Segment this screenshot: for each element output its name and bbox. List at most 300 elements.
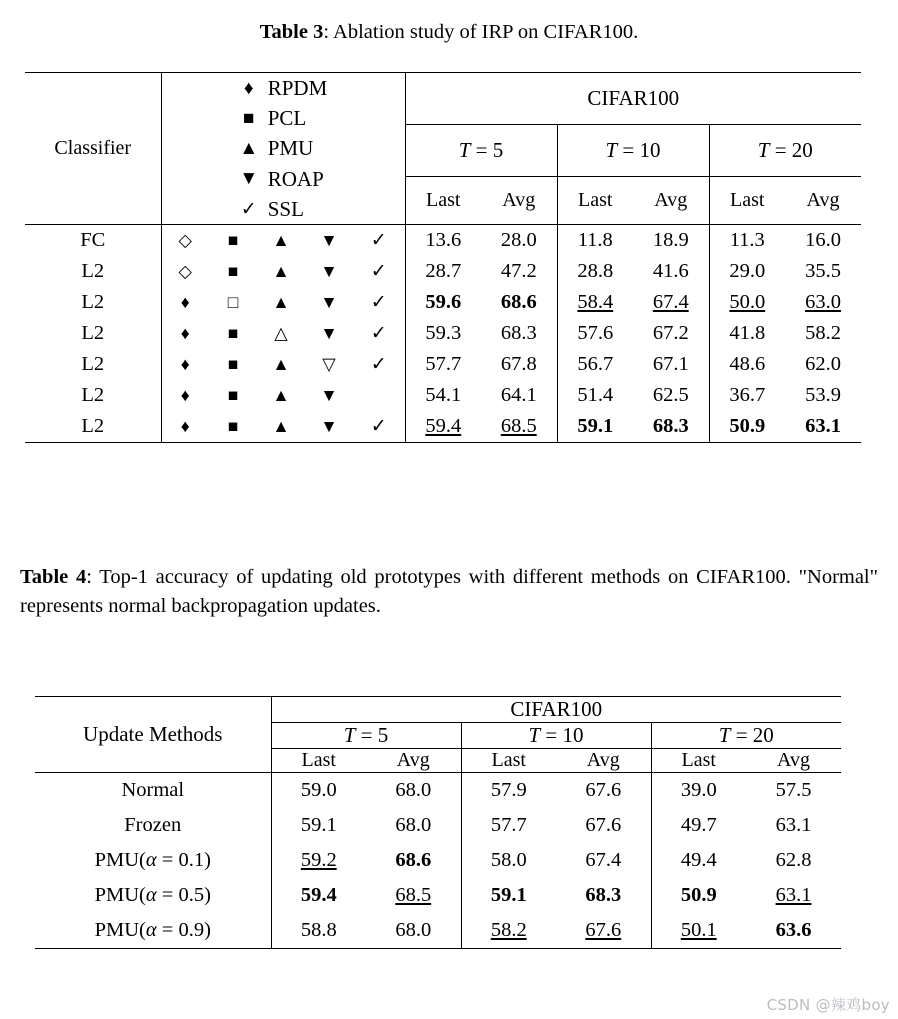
alpha-equals: = [156, 849, 179, 871]
table3-caption-prefix: Table 3 [259, 21, 324, 43]
table3-value-cell [709, 411, 785, 443]
value-text: 63.0 [805, 291, 841, 314]
triangle-down-filled-icon: ▼ [320, 230, 338, 251]
table3-value-cell [785, 349, 861, 380]
legend-label-rpdm: RPDM [267, 76, 328, 100]
value-text: 59.1 [300, 814, 337, 836]
value-text: 68.3 [652, 415, 689, 438]
table4-value-cell [556, 843, 651, 878]
legend-item-pcl [239, 103, 328, 133]
table4 [35, 696, 841, 949]
table3-value-cell [481, 256, 557, 287]
table3-value-cell [709, 318, 785, 349]
square-filled-icon: ■ [227, 230, 239, 251]
table4-method-cell: Normal [35, 773, 271, 809]
value-text: 68.3 [585, 884, 622, 906]
value-text: 68.0 [395, 814, 432, 836]
value-text: 63.6 [775, 919, 812, 941]
value-text: 62.0 [805, 353, 841, 376]
table3-value-cell [785, 287, 861, 318]
table4-value-cell [556, 913, 651, 949]
table3-symbol-cell [209, 380, 257, 411]
value-text: 67.6 [585, 919, 622, 941]
t-symbol: T [718, 723, 731, 747]
table4-value-cell [556, 808, 651, 843]
table3 [25, 72, 861, 443]
diamond-outline-icon: ◇ [178, 261, 192, 282]
table4-header-row-1 [35, 697, 841, 723]
check-icon: ✓ [370, 292, 387, 314]
t-equals: = [355, 723, 378, 747]
table3-dataset-header: CIFAR100 [405, 73, 861, 125]
table3-value-cell [557, 380, 633, 411]
value-text: 48.6 [729, 353, 766, 376]
table3-symbol-cell [161, 411, 209, 443]
value-text: 57.7 [490, 814, 527, 836]
table3-caption-separator: : [323, 21, 334, 43]
table4-method-cell [35, 878, 271, 913]
legend-label-ssl: SSL [267, 196, 304, 221]
table3-value-cell [481, 411, 557, 443]
table3-symbol-cell [305, 411, 353, 443]
table3-symbol-cell [305, 318, 353, 349]
table3-metric-header-avg-t5: Avg [481, 177, 557, 225]
value-text: 63.1 [775, 814, 812, 836]
table3-container [25, 72, 861, 443]
table4-value-cell [366, 773, 461, 809]
table4-value-cell [271, 773, 366, 809]
table4-metric-header-last-t10: Last [461, 749, 556, 773]
triangle-down-filled-icon: ▼ [320, 385, 338, 406]
value-text: 68.3 [500, 322, 537, 345]
triangle-up-filled-icon: ▲ [272, 230, 290, 251]
value-text: 57.9 [490, 779, 527, 801]
table3-value-cell [709, 287, 785, 318]
table4-body [35, 773, 841, 949]
table3-symbol-cell [353, 318, 405, 349]
table3-symbol-cell [257, 349, 305, 380]
value-text: 67.6 [585, 779, 622, 801]
value-text: 68.6 [395, 849, 432, 871]
table3-classifier-cell: L2 [25, 411, 161, 443]
table3-row [25, 318, 861, 349]
table3-symbol-cell [257, 411, 305, 443]
t-symbol: T [343, 723, 356, 747]
value-text: 28.0 [500, 229, 537, 252]
table4-value-cell [366, 843, 461, 878]
method-prefix: PMU( [94, 849, 146, 871]
table3-symbol-cell [353, 380, 405, 411]
value-text: 58.2 [490, 919, 527, 941]
table3-value-cell [785, 411, 861, 443]
value-text: 49.4 [680, 849, 717, 871]
triangle-down-filled-icon: ▼ [239, 168, 259, 190]
table4-row [35, 808, 841, 843]
table3-metric-header-last-t10: Last [557, 177, 633, 225]
table4-value-cell [556, 878, 651, 913]
legend-item-ssl [239, 194, 328, 224]
table3-row [25, 349, 861, 380]
table4-value-cell [366, 808, 461, 843]
table3-symbol-cell [161, 349, 209, 380]
t-symbol: T [605, 138, 618, 163]
table3-value-cell [481, 380, 557, 411]
t-value: 10 [562, 723, 584, 747]
table4-head [35, 697, 841, 773]
value-text: 63.1 [775, 884, 812, 906]
table3-value-cell [481, 225, 557, 257]
value-text: 41.8 [729, 322, 766, 345]
check-icon: ✓ [370, 416, 387, 438]
table4-group-header-t20 [651, 723, 841, 749]
table3-symbol-cell [305, 349, 353, 380]
legend-label-roap: ROAP [267, 166, 324, 191]
table4-value-cell [651, 808, 746, 843]
table3-value-cell [709, 256, 785, 287]
table3-value-cell [785, 380, 861, 411]
value-text: 59.0 [300, 779, 337, 801]
method-suffix: ) [204, 849, 211, 871]
legend-item-rpdm [239, 73, 328, 103]
table4-value-cell [746, 913, 841, 949]
check-icon: ✓ [370, 323, 387, 345]
table4-caption [20, 563, 878, 621]
table3-value-cell [557, 411, 633, 443]
table3-classifier-cell: L2 [25, 256, 161, 287]
table3-symbol-cell [257, 318, 305, 349]
table3-head [25, 73, 861, 225]
table3-symbol-cell [209, 225, 257, 257]
table3-row [25, 256, 861, 287]
table3-value-cell [405, 318, 481, 349]
table3-value-cell [557, 256, 633, 287]
table3-row [25, 411, 861, 443]
value-text: 63.1 [805, 415, 841, 438]
alpha-symbol: α [145, 884, 157, 906]
triangle-down-filled-icon: ▼ [320, 416, 338, 437]
table4-caption-prefix: Table 4 [20, 566, 87, 588]
square-filled-icon: ■ [227, 323, 239, 344]
table3-symbol-cell [257, 225, 305, 257]
table3-value-cell [557, 349, 633, 380]
table3-symbol-cell [257, 380, 305, 411]
value-text: 50.9 [729, 415, 766, 438]
table4-value-cell [461, 773, 556, 809]
table3-group-header-t20 [709, 125, 861, 177]
value-text: 68.5 [395, 884, 432, 906]
table3-metric-header-avg-t20: Avg [785, 177, 861, 225]
table3-value-cell [481, 349, 557, 380]
value-text: 13.6 [425, 229, 462, 252]
table3-legend-list [239, 73, 328, 224]
table4-value-cell [366, 878, 461, 913]
legend-item-roap [239, 164, 328, 194]
triangle-up-filled-icon: ▲ [272, 292, 290, 313]
method-suffix: ) [204, 919, 211, 941]
value-text: 57.6 [577, 322, 614, 345]
value-text: 11.8 [577, 229, 613, 252]
alpha-equals: = [156, 884, 179, 906]
table3-metric-header-avg-t10: Avg [633, 177, 709, 225]
table3-value-cell [633, 318, 709, 349]
value-text: 59.4 [425, 415, 462, 438]
table4-value-cell [461, 878, 556, 913]
square-filled-icon: ■ [227, 416, 239, 437]
table3-symbol-cell [209, 411, 257, 443]
value-text: 67.1 [652, 353, 689, 376]
table4-value-cell [746, 773, 841, 809]
value-text: 59.4 [300, 884, 337, 906]
value-text: 47.2 [500, 260, 537, 283]
diamond-filled-icon: ♦ [180, 292, 190, 313]
value-text: 28.8 [577, 260, 614, 283]
table3-symbol-cell [161, 256, 209, 287]
square-filled-icon: ■ [227, 354, 239, 375]
table3-metric-header-last-t20: Last [709, 177, 785, 225]
legend-label-pcl: PCL [267, 106, 307, 131]
table3-classifier-cell: FC [25, 225, 161, 257]
table4-method-cell [35, 913, 271, 949]
table4-metric-header-avg-t20: Avg [746, 749, 841, 773]
t-equals: = [730, 723, 753, 747]
alpha-symbol: α [145, 849, 157, 871]
table3-classifier-cell: L2 [25, 380, 161, 411]
table4-row [35, 913, 841, 949]
table3-symbol-cell [353, 349, 405, 380]
value-text: 35.5 [805, 260, 841, 283]
table3-group-header-t10 [557, 125, 709, 177]
value-text: 49.7 [680, 814, 717, 836]
table4-metric-header-last-t5: Last [271, 749, 366, 773]
t-symbol: T [528, 723, 541, 747]
table3-value-cell [633, 287, 709, 318]
table4-metric-header-avg-t10: Avg [556, 749, 651, 773]
table3-value-cell [405, 256, 481, 287]
table4-dataset-header: CIFAR100 [271, 697, 841, 723]
value-text: 68.0 [395, 779, 432, 801]
triangle-up-outline-icon: △ [274, 323, 288, 344]
value-text: 58.4 [577, 291, 614, 314]
table4-value-cell [271, 878, 366, 913]
table4-value-cell [556, 773, 651, 809]
alpha-symbol: α [145, 919, 157, 941]
check-icon: ✓ [240, 198, 257, 220]
table3-value-cell [785, 225, 861, 257]
table3-symbol-cell [305, 287, 353, 318]
table3-symbol-cell [209, 318, 257, 349]
table4-row [35, 843, 841, 878]
table3-value-cell [405, 225, 481, 257]
diamond-filled-icon: ♦ [180, 385, 190, 406]
table3-value-cell [481, 287, 557, 318]
table3-row-header-label: Classifier [25, 73, 161, 225]
value-text: 18.9 [652, 229, 689, 252]
table4-method-cell: Frozen [35, 808, 271, 843]
t-value: 5 [492, 138, 504, 163]
value-text: 41.6 [652, 260, 689, 283]
table3-legend-cell [161, 73, 405, 225]
value-text: 11.3 [729, 229, 765, 252]
t-equals: = [540, 723, 563, 747]
value-text: 53.9 [805, 384, 841, 407]
table4-metric-header-last-t20: Last [651, 749, 746, 773]
legend-item-pmu [239, 133, 328, 163]
table4-caption-separator: : [86, 566, 100, 588]
alpha-value: 0.9 [178, 919, 205, 941]
table4-value-cell [651, 843, 746, 878]
table3-symbol-cell [305, 380, 353, 411]
value-text: 39.0 [680, 779, 717, 801]
triangle-down-outline-icon: ▽ [322, 354, 336, 375]
table4-value-cell [746, 808, 841, 843]
value-text: 28.7 [425, 260, 462, 283]
table4-metric-header-avg-t5: Avg [366, 749, 461, 773]
table4-value-cell [651, 878, 746, 913]
table3-classifier-cell: L2 [25, 349, 161, 380]
triangle-up-filled-icon: ▲ [239, 138, 259, 160]
table4-group-header-t5 [271, 723, 461, 749]
value-text: 50.1 [680, 919, 717, 941]
table4-row [35, 773, 841, 809]
table3-value-cell [557, 287, 633, 318]
table4-value-cell [271, 913, 366, 949]
check-icon: ✓ [370, 354, 387, 376]
table3-symbol-cell [353, 256, 405, 287]
table4-row [35, 878, 841, 913]
table3-value-cell [785, 318, 861, 349]
value-text: 56.7 [577, 353, 614, 376]
table3-classifier-cell: L2 [25, 318, 161, 349]
value-text: 16.0 [805, 229, 841, 252]
value-text: 67.2 [652, 322, 689, 345]
table3-row [25, 287, 861, 318]
t-symbol: T [757, 138, 770, 163]
triangle-up-filled-icon: ▲ [272, 354, 290, 375]
value-text: 58.2 [805, 322, 841, 345]
t-value: 5 [377, 723, 389, 747]
square-outline-icon: □ [227, 292, 239, 313]
check-icon: ✓ [370, 230, 387, 252]
table3-metric-header-last-t5: Last [405, 177, 481, 225]
value-text: 68.0 [395, 919, 432, 941]
table3-value-cell [405, 349, 481, 380]
t-symbol: T [458, 138, 471, 163]
value-text: 59.1 [577, 415, 614, 438]
diamond-filled-icon: ♦ [180, 416, 190, 437]
value-text: 67.4 [652, 291, 689, 314]
table3-value-cell [785, 256, 861, 287]
table3-symbol-cell [305, 256, 353, 287]
value-text: 29.0 [729, 260, 766, 283]
table3-symbol-cell [353, 287, 405, 318]
table3-row [25, 225, 861, 257]
table4-value-cell [461, 808, 556, 843]
table3-caption [20, 18, 878, 47]
table3-symbol-cell [257, 287, 305, 318]
table3-value-cell [633, 256, 709, 287]
method-prefix: PMU( [94, 884, 146, 906]
square-filled-icon: ■ [242, 107, 255, 129]
table3-value-cell [481, 318, 557, 349]
table4-value-cell [746, 843, 841, 878]
table3-symbol-cell [161, 287, 209, 318]
table3-value-cell [633, 225, 709, 257]
triangle-down-filled-icon: ▼ [320, 323, 338, 344]
table3-value-cell [709, 225, 785, 257]
value-text: 50.0 [729, 291, 766, 314]
table3-symbol-cell [161, 318, 209, 349]
diamond-filled-icon: ♦ [180, 354, 190, 375]
triangle-up-filled-icon: ▲ [272, 261, 290, 282]
value-text: 67.6 [585, 814, 622, 836]
table4-value-cell [746, 878, 841, 913]
table3-value-cell [557, 225, 633, 257]
table3-symbol-cell [353, 225, 405, 257]
triangle-down-filled-icon: ▼ [320, 292, 338, 313]
value-text: 62.8 [775, 849, 812, 871]
square-filled-icon: ■ [227, 261, 239, 282]
triangle-up-filled-icon: ▲ [272, 385, 290, 406]
triangle-up-filled-icon: ▲ [272, 416, 290, 437]
table3-group-header-t5 [405, 125, 557, 177]
diamond-outline-icon: ◇ [178, 230, 192, 251]
table4-group-header-t10 [461, 723, 651, 749]
table4-caption-text: Top-1 accuracy of updating old prototypes with different methods on CIFAR100. "Normal" represents normal backpropagation updates. [20, 566, 879, 618]
value-text: 59.3 [425, 322, 462, 345]
table3-symbol-cell [209, 349, 257, 380]
table3-value-cell [633, 349, 709, 380]
table3-value-cell [405, 411, 481, 443]
alpha-equals: = [156, 919, 179, 941]
value-text: 59.1 [490, 884, 527, 906]
table3-symbol-cell [353, 411, 405, 443]
table3-symbol-cell [161, 380, 209, 411]
alpha-value: 0.5 [178, 884, 205, 906]
value-text: 36.7 [729, 384, 766, 407]
check-icon: ✓ [370, 261, 387, 283]
value-text: 59.2 [300, 849, 337, 871]
table4-value-cell [651, 773, 746, 809]
table4-method-cell [35, 843, 271, 878]
table4-value-cell [271, 843, 366, 878]
table3-caption-text: Ablation study of IRP on CIFAR100. [333, 21, 639, 43]
value-text: 50.9 [680, 884, 717, 906]
watermark: CSDN @辣鸡boy [766, 996, 890, 1014]
value-text: 59.6 [425, 291, 462, 314]
alpha-value: 0.1 [178, 849, 205, 871]
table3-header-row-1 [25, 73, 861, 125]
table3-symbol-cell [209, 287, 257, 318]
value-text: 67.4 [585, 849, 622, 871]
table3-symbol-cell [161, 225, 209, 257]
table4-value-cell [461, 843, 556, 878]
table4-value-cell [366, 913, 461, 949]
t-equals: = [617, 138, 640, 163]
t-value: 20 [752, 723, 774, 747]
value-text: 57.7 [425, 353, 462, 376]
diamond-filled-icon: ♦ [243, 77, 254, 99]
table4-container [35, 696, 841, 949]
t-value: 10 [639, 138, 661, 163]
table3-row [25, 380, 861, 411]
table3-symbol-cell [305, 225, 353, 257]
value-text: 68.5 [500, 415, 537, 438]
table3-value-cell [709, 380, 785, 411]
value-text: 64.1 [500, 384, 537, 407]
table3-value-cell [405, 287, 481, 318]
t-value: 20 [791, 138, 813, 163]
table4-value-cell [271, 808, 366, 843]
